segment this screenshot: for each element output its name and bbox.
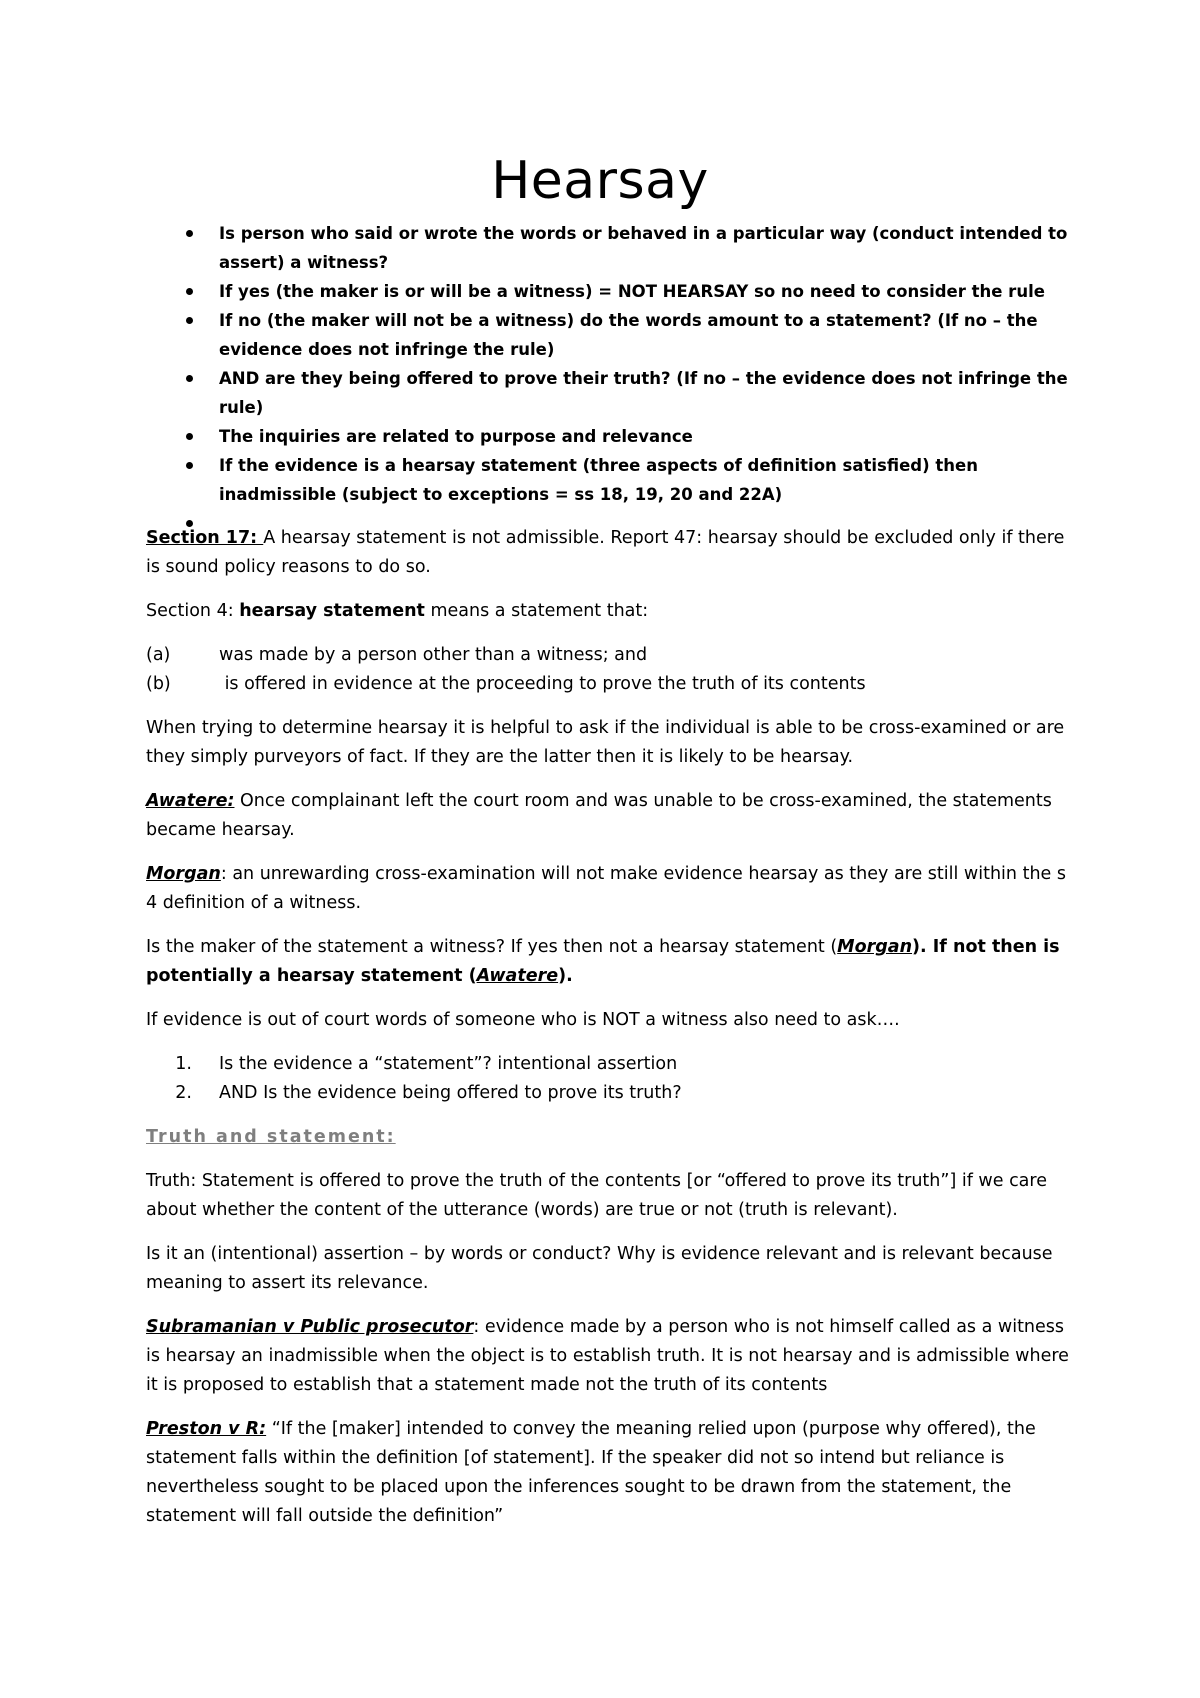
hearsay-statement-term: hearsay statement [239,601,425,621]
case-name: Morgan [837,937,913,957]
bullet-icon [186,230,193,237]
case-name: Subramanian v Public prosecutor [146,1317,474,1337]
list-item: The inquiries are related to purpose and relevance [146,422,1076,451]
inquiry-bullet-list [146,219,1076,538]
is-maker-witness-paragraph: Is the maker of the statement a witness? If yes then not a hearsay statement (Morgan). If not then is potentially a hearsay statement (Awatere). [146,937,1060,986]
awatere-paragraph: Awatere: Once complainant left the court room and was unable to be cross-examined, the statements became hearsay. [146,791,1052,840]
bullet-icon [186,288,193,295]
subramanian-paragraph: Subramanian v Public prosecutor: evidence made by a person who is not himself called as a witness is hearsay an inadmissible when the object is to establish truth. It is not hearsay and is admissible where it is proposed to establish that a statement made not the truth of its contents [146,1317,1069,1395]
list-item: If the evidence is a hearsay statement (three aspects of definition satisfied) then inadmissible (subject to exceptions = ss 18, 19, 20 and 22A) [146,451,1076,509]
assertion-paragraph: Is it an (intentional) assertion – by words or conduct? Why is evidence relevant and is relevant because meaning to assert its relevance. [146,1244,1053,1293]
case-name: Preston v R: [146,1419,267,1439]
list-item: If no (the maker will not be a witness) do the words amount to a statement? (If no – the evidence does not infringe the rule) [146,306,1076,364]
section-4-definition-list [146,641,1076,699]
list-item: (b) is offered in evidence at the proceeding to prove the truth of its contents [146,674,866,694]
case-name: Awatere: [146,791,235,811]
bullet-icon [186,462,193,469]
case-name: Morgan [146,864,221,884]
list-item: If yes (the maker is or will be a witness) = NOT HEARSAY so no need to consider the rule [146,277,1076,306]
morgan-paragraph: Morgan: an unrewarding cross-examination will not make evidence hearsay as they are still within the s 4 definition of a witness. [146,864,1066,913]
list-item: 1. Is the evidence a “statement”? intentional assertion [175,1054,678,1074]
case-name: Awatere [476,966,559,986]
bullet-icon [186,433,193,440]
truth-paragraph: Truth: Statement is offered to prove the truth of the contents [or “offered to prove its truth”] if we care about whether the content of the utterance (words) are true or not (truth is relevant). [146,1171,1047,1220]
ask-question-list [146,1050,1076,1108]
bullet-icon [186,317,193,324]
list-item: AND are they being offered to prove their truth? (If no – the evidence does not infringe the rule) [146,364,1076,422]
truth-and-statement-heading: Truth and statement: [146,1127,396,1147]
determine-hearsay-paragraph: When trying to determine hearsay it is helpful to ask if the individual is able to be cross-examined or are they simply purveyors of fact. If they are the latter then it is likely to be hearsay. [146,718,1065,767]
bullet-icon [186,375,193,382]
section-4-paragraph: Section 4: hearsay statement means a statement that: [146,601,649,621]
list-item: 2. AND Is the evidence being offered to prove its truth? [175,1083,682,1103]
list-item: (a) was made by a person other than a witness; and [146,645,648,665]
section-17-label: Section 17: [146,528,264,548]
document-body [146,524,1076,1546]
list-item: Is person who said or wrote the words or behaved in a particular way (conduct intended to assert) a witness? [146,219,1076,277]
section-17-paragraph: Section 17: A hearsay statement is not admissible. Report 47: hearsay should be excluded only if there is sound policy reasons to do so. [146,528,1065,577]
page-title: Hearsay [491,151,709,211]
preston-paragraph: Preston v R: “If the [maker] intended to convey the meaning relied upon (purpose why offered), the statement falls within the definition [of statement]. If the speaker did not so intend but reliance is nevertheless sought to be placed upon the inferences sought to be drawn from the statement, the statement will fall outside the definition” [146,1419,1036,1526]
also-ask-paragraph: If evidence is out of court words of someone who is NOT a witness also need to ask…. [146,1010,900,1030]
